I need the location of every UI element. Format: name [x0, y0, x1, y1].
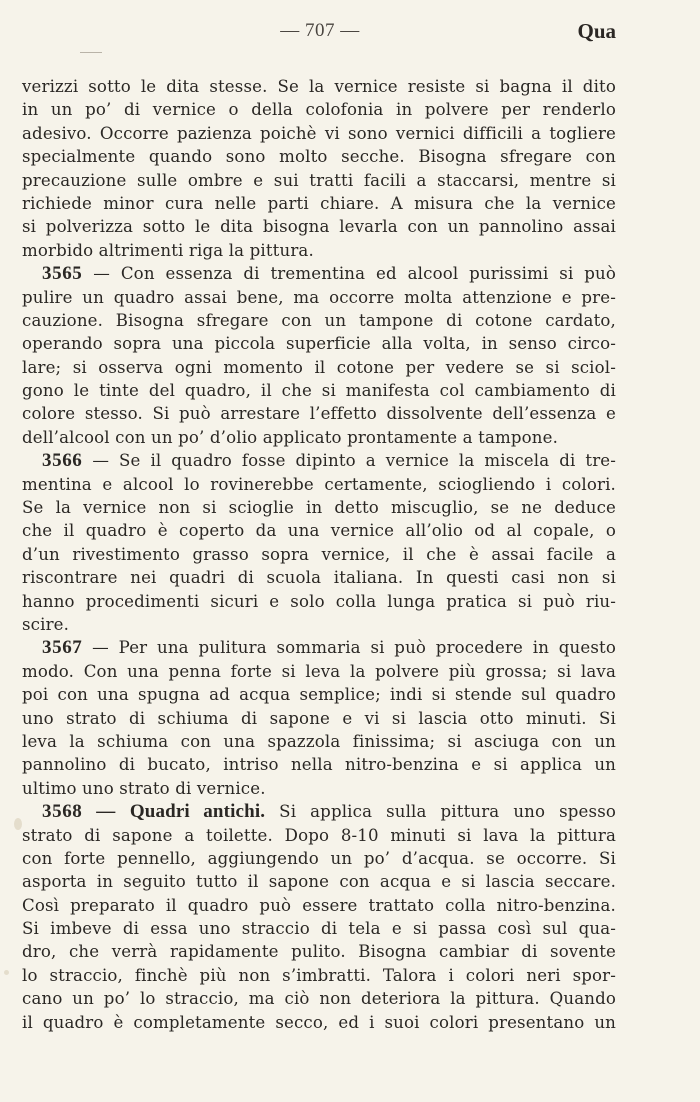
text-line	[22, 894, 616, 917]
line-text: lo straccio, finchè più non s’imbratti. Talora i colori neri spor-	[22, 965, 616, 985]
line-text: hanno procedimenti sicuri e solo colla lunga pratica si può riu-	[22, 591, 616, 611]
text-line	[22, 847, 616, 870]
line-text: adesivo. Occorre pazienza poichè vi sono vernici difficili a togliere	[22, 123, 616, 143]
line-text: mentina e alcool lo rovinerebbe certamente, sciogliendo i colori.	[22, 474, 616, 494]
page-header	[0, 20, 700, 50]
text-line	[22, 169, 616, 192]
section-number: 3567	[42, 637, 83, 659]
body-text	[22, 75, 616, 1034]
text-line	[22, 122, 616, 145]
line-text: dro, che verrà rapidamente pulito. Bisogna cambiar di sovente	[22, 942, 616, 962]
line-text: verizzi sotto le dita stesse. Se la vernice resiste si bagna il dito	[22, 77, 616, 96]
text-line	[22, 543, 616, 566]
text-line	[22, 777, 616, 800]
paragraph-first-line	[22, 636, 616, 659]
page-number: — 707 —	[280, 20, 360, 41]
paper-speck	[14, 818, 22, 830]
line-text: specialmente quando sono molto secche. Bisogna sfregare con	[22, 147, 616, 167]
line-text: colore stesso. Si può arrestare l’effetto dissolvente dell’essenza e	[22, 404, 616, 424]
text-line	[22, 332, 616, 355]
text-line	[22, 75, 616, 98]
text-line	[22, 145, 616, 168]
line-text: Così preparato il quadro può essere trattato colla nitro-benzina.	[22, 895, 616, 915]
running-head: Qua	[577, 19, 616, 43]
line-text: strato di sapone a toilette. Dopo 8-10 minuti si lava la pittura	[22, 825, 616, 845]
line-text: — Con essenza di trementina ed alcool purissimi si può	[82, 264, 616, 284]
text-line	[22, 707, 616, 730]
text-line	[22, 215, 616, 238]
line-text: uno strato di schiuma di sapone e vi si lascia otto minuti. Si	[22, 708, 616, 728]
text-line	[22, 98, 616, 121]
line-text: Se la vernice non si scioglie in detto miscuglio, se ne deduce	[22, 498, 616, 518]
text-line	[22, 753, 616, 776]
line-text: — Per una pulitura sommaria si può procedere in questo	[82, 638, 616, 658]
text-line	[22, 590, 616, 613]
text-line	[22, 870, 616, 893]
text-line	[22, 917, 616, 940]
line-text: il quadro è completamente secco, ed i suoi colori presentano un	[22, 1012, 616, 1032]
section-title: Quadri antichi.	[129, 801, 266, 823]
line-text: Si imbeve di essa uno straccio di tela e si passa così sul qua-	[22, 919, 616, 939]
line-text: scire.	[22, 614, 70, 634]
line-text: cauzione. Bisogna sfregare con un tampone di cotone cardato,	[22, 310, 616, 330]
line-text: pulire un quadro assai bene, ma occorre molta attenzione e pre-	[22, 287, 616, 307]
text-line	[22, 239, 616, 262]
line-text: Si applica sulla pittura uno spesso	[265, 802, 616, 822]
text-line	[22, 940, 616, 963]
text-line	[22, 964, 616, 987]
text-line	[22, 309, 616, 332]
line-text: morbido altrimenti riga la pittura.	[22, 240, 314, 260]
text-line	[22, 379, 616, 402]
text-line	[22, 730, 616, 753]
line-text: ultimo uno strato di vernice.	[22, 778, 266, 798]
text-line	[22, 613, 616, 636]
text-line	[22, 987, 616, 1010]
line-text: asporta in seguito tutto il sapone con acqua e si lascia seccare.	[22, 872, 616, 892]
text-line	[22, 519, 616, 542]
text-line	[22, 566, 616, 589]
line-text: pannolino di bucato, intriso nella nitro-benzina e si applica un	[22, 755, 616, 775]
section-number: 3565	[42, 263, 83, 285]
dash: —	[82, 801, 130, 823]
line-text: riscontrare nei quadri di scuola italiana. In questi casi non si	[22, 568, 616, 588]
text-line	[22, 402, 616, 425]
section-number: 3566	[42, 450, 83, 472]
line-text: si polverizza sotto le dita bisogna levarla con un pannolino assai	[22, 217, 616, 237]
line-text: cano un po’ lo straccio, ma ciò non deteriora la pittura. Quando	[22, 989, 616, 1009]
text-line	[22, 660, 616, 683]
line-text: precauzione sulle ombre e sui tratti facili a staccarsi, mentre si	[22, 170, 616, 190]
line-text: con forte pennello, aggiungendo un po’ d’acqua. se occorre. Si	[22, 848, 616, 868]
paper-speck	[4, 970, 9, 975]
text-line	[22, 426, 616, 449]
text-line	[22, 286, 616, 309]
line-text: in un po’ di vernice o della colofonia in polvere per renderlo	[22, 100, 616, 120]
line-text: gono le tinte del quadro, il che si manifesta col cambiamento di	[22, 381, 616, 401]
paragraph-first-line	[22, 262, 616, 285]
line-text: — Se il quadro fosse dipinto a vernice la miscela di tre-	[82, 451, 616, 471]
paragraph-first-line	[22, 800, 616, 823]
line-text: richiede minor cura nelle parti chiare. A misura che la vernice	[22, 193, 616, 213]
text-line	[22, 683, 616, 706]
line-text: d’un rivestimento grasso sopra vernice, il che è assai facile a	[22, 544, 616, 564]
line-text: lare; si osserva ogni momento il cotone per vedere se si sciol-	[22, 357, 616, 377]
text-line	[22, 356, 616, 379]
line-text: modo. Con una penna forte si leva la polvere più grossa; si lava	[22, 661, 616, 681]
text-line	[22, 496, 616, 519]
line-text: poi con una spugna ad acqua semplice; indi si stende sul quadro	[22, 685, 616, 705]
line-text: dell’alcool con un po’ d’olio applicato prontamente a tampone.	[22, 427, 559, 447]
line-text: operando sopra una piccola superficie alla volta, in senso circo-	[22, 334, 616, 354]
text-line	[22, 473, 616, 496]
text-line	[22, 192, 616, 215]
text-line	[22, 1011, 616, 1034]
section-number: 3568	[42, 801, 83, 823]
paragraph-first-line	[22, 449, 616, 472]
header-rule	[80, 52, 102, 53]
line-text: che il quadro è coperto da una vernice all’olio od al copale, o	[22, 521, 616, 541]
line-text: leva la schiuma con una spazzola finissima; si asciuga con un	[22, 731, 616, 751]
text-line	[22, 824, 616, 847]
